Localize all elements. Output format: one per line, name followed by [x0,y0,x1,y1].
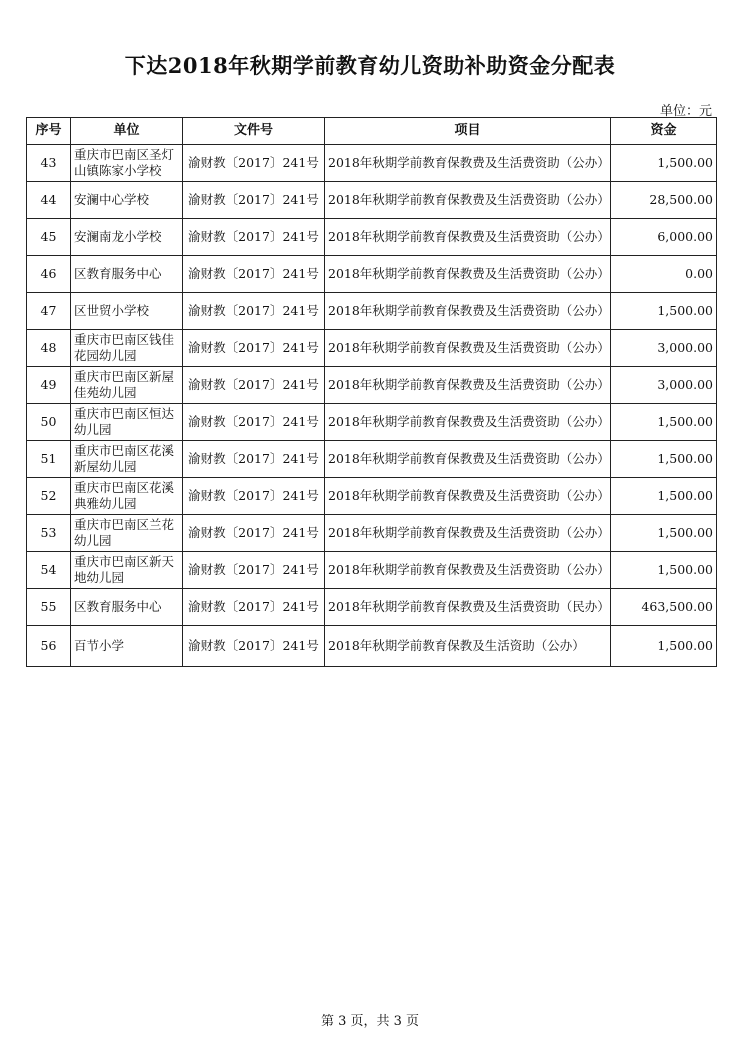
row-item: 2018年秋期学前教育保教费及生活费资助（公办） [325,182,611,219]
row-unit: 重庆市巴南区花溪新屋幼儿园 [71,441,183,478]
row-unit: 重庆市巴南区花溪典雅幼儿园 [71,478,183,515]
row-amount: 3,000.00 [611,367,717,404]
row-amount: 3,000.00 [611,330,717,367]
row-amount: 1,500.00 [611,293,717,330]
row-number: 56 [27,626,71,667]
row-number: 50 [27,404,71,441]
row-amount: 463,500.00 [611,589,717,626]
row-doc-number: 渝财教〔2017〕241号 [183,219,325,256]
row-number: 45 [27,219,71,256]
row-unit: 区教育服务中心 [71,589,183,626]
allocation-table [26,117,717,667]
row-number: 55 [27,589,71,626]
row-unit: 区教育服务中心 [71,256,183,293]
row-amount: 1,500.00 [611,478,717,515]
row-doc-number: 渝财教〔2017〕241号 [183,404,325,441]
row-item: 2018年秋期学前教育保教费及生活费资助（公办） [325,552,611,589]
unit-note: 单位：元 [660,104,713,119]
row-doc-number: 渝财教〔2017〕241号 [183,182,325,219]
row-number: 52 [27,478,71,515]
row-number: 44 [27,182,71,219]
page-title: 下达2018年秋期学前教育幼儿资助补助资金分配表 [124,53,616,78]
table-row [27,367,717,404]
row-amount: 1,500.00 [611,404,717,441]
table-row [27,552,717,589]
table-row [27,441,717,478]
table-body [27,145,717,667]
row-amount: 1,500.00 [611,626,717,667]
row-item: 2018年秋期学前教育保教费及生活费资助（公办） [325,367,611,404]
row-amount: 28,500.00 [611,182,717,219]
row-doc-number: 渝财教〔2017〕241号 [183,589,325,626]
row-unit: 重庆市巴南区新屋佳苑幼儿园 [71,367,183,404]
row-amount: 6,000.00 [611,219,717,256]
row-amount: 1,500.00 [611,145,717,182]
row-doc-number: 渝财教〔2017〕241号 [183,515,325,552]
row-doc-number: 渝财教〔2017〕241号 [183,256,325,293]
row-unit: 重庆市巴南区新天地幼儿园 [71,552,183,589]
row-unit: 重庆市巴南区兰花幼儿园 [71,515,183,552]
table-row [27,589,717,626]
row-unit: 重庆市巴南区钱佳花园幼儿园 [71,330,183,367]
row-doc-number: 渝财教〔2017〕241号 [183,441,325,478]
header-doc: 文件号 [183,118,325,145]
table-header-row [27,118,717,145]
row-number: 46 [27,256,71,293]
header-amount: 资金 [611,118,717,145]
row-number: 48 [27,330,71,367]
table-row [27,182,717,219]
row-item: 2018年秋期学前教育保教费及生活费资助（公办） [325,256,611,293]
row-unit: 区世贸小学校 [71,293,183,330]
row-number: 49 [27,367,71,404]
row-number: 54 [27,552,71,589]
row-item: 2018年秋期学前教育保教费及生活费资助（民办） [325,589,611,626]
row-unit: 安澜南龙小学校 [71,219,183,256]
row-number: 51 [27,441,71,478]
row-doc-number: 渝财教〔2017〕241号 [183,552,325,589]
row-number: 53 [27,515,71,552]
table-row [27,478,717,515]
header-no: 序号 [27,118,71,145]
table-row [27,330,717,367]
row-doc-number: 渝财教〔2017〕241号 [183,626,325,667]
row-amount: 1,500.00 [611,515,717,552]
row-doc-number: 渝财教〔2017〕241号 [183,478,325,515]
row-amount: 0.00 [611,256,717,293]
table-row [27,404,717,441]
row-item: 2018年秋期学前教育保教费及生活费资助（公办） [325,478,611,515]
row-doc-number: 渝财教〔2017〕241号 [183,145,325,182]
table-row [27,293,717,330]
header-item: 项目 [325,118,611,145]
row-item: 2018年秋期学前教育保教费及生活费资助（公办） [325,219,611,256]
row-amount: 1,500.00 [611,441,717,478]
row-item: 2018年秋期学前教育保教及生活资助（公办） [325,626,611,667]
table-row [27,515,717,552]
row-unit: 百节小学 [71,626,183,667]
page-footer: 第 3 页，共 3 页 [320,1014,420,1029]
row-item: 2018年秋期学前教育保教费及生活费资助（公办） [325,330,611,367]
row-item: 2018年秋期学前教育保教费及生活费资助（公办） [325,404,611,441]
table-row [27,626,717,667]
table-row [27,219,717,256]
row-number: 47 [27,293,71,330]
row-unit: 重庆市巴南区圣灯山镇陈家小学校 [71,145,183,182]
row-unit: 安澜中心学校 [71,182,183,219]
row-doc-number: 渝财教〔2017〕241号 [183,330,325,367]
table-row [27,256,717,293]
row-item: 2018年秋期学前教育保教费及生活费资助（公办） [325,145,611,182]
row-number: 43 [27,145,71,182]
row-item: 2018年秋期学前教育保教费及生活费资助（公办） [325,293,611,330]
table-row [27,145,717,182]
row-doc-number: 渝财教〔2017〕241号 [183,293,325,330]
row-item: 2018年秋期学前教育保教费及生活费资助（公办） [325,441,611,478]
row-amount: 1,500.00 [611,552,717,589]
header-unit: 单位 [71,118,183,145]
row-item: 2018年秋期学前教育保教费及生活费资助（公办） [325,515,611,552]
row-doc-number: 渝财教〔2017〕241号 [183,367,325,404]
row-unit: 重庆市巴南区恒达幼儿园 [71,404,183,441]
